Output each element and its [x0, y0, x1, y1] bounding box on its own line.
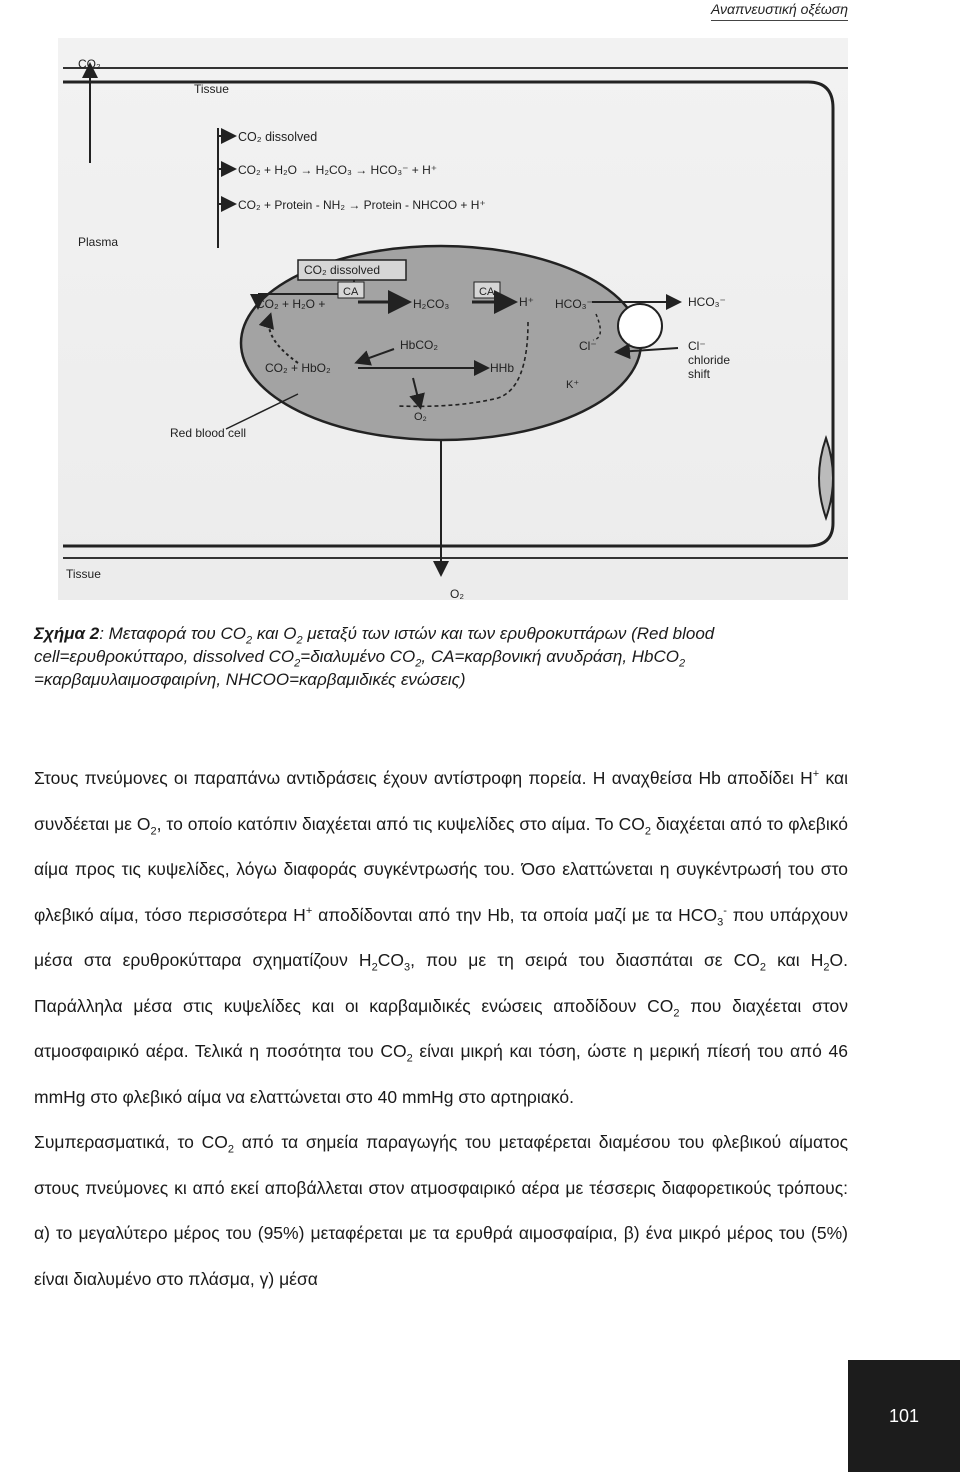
chloride-label: chloride — [688, 353, 731, 367]
anion-exchanger — [618, 304, 662, 348]
co2-transport-figure — [58, 38, 848, 600]
page-number-box — [848, 1360, 960, 1472]
rbc-h-plus: H⁺ — [519, 295, 534, 309]
rbc-cl: Cl⁻ — [579, 339, 597, 353]
shift-label: shift — [688, 367, 711, 381]
figure-caption: Σχήμα 2: Μεταφορά του $CO_2$ και $O_2$ μεταξύ των ιστών και των ερυθροκυττάρων (Red blood cell=ερυθροκύτταρο, dissolved $CO_2=\delta\iota\alpha\lambda\upsilon\mu έ\nu o$ $CO_2$, CA=καρβονική ανυδράση, HbCO$_2$ =καρβαμυλαιμοσφαιρίνη, NHCOO=καρβαμιδικές ενώσεις) — [34, 624, 715, 689]
page-number: 101 — [888, 1405, 920, 1426]
plasma-reaction-2: CO₂ + Protein - NH₂ → Protein - NHCOO + H⁺ — [238, 198, 486, 212]
red-blood-cell-label: Red blood cell — [170, 426, 247, 440]
rbc-co2-dissolved: CO₂ dissolved — [304, 263, 381, 277]
o2-bottom-label: O₂ — [450, 587, 464, 600]
rbc-hhb: HHb — [490, 361, 515, 375]
co2-top-label: CO₂ — [78, 57, 101, 71]
plasma-reaction-1: CO₂ + H₂O → H₂CO₃ → HCO₃⁻ + H⁺ — [238, 163, 438, 177]
rbc-o2: O₂ — [414, 411, 427, 423]
tissue-bottom-label: Tissue — [66, 567, 101, 581]
running-header: Αναπνευστική οξέωση — [711, 0, 848, 21]
plasma-co2-dissolved: CO₂ dissolved — [238, 130, 318, 144]
paragraph-1: Στους πνεύμονες οι παραπάνω αντιδράσεις έχουν αντίστροφη πορεία. Η αναχθείσα Hb αποδίδει H+ και συνδέεται με $O_2$, το οποίο κατόπιν διαχέεται από τις κυψελίδες στο αίμα. Το $CO_2$ διαχέεται από το φλεβικό αίμα προς τις κυψελίδες, λόγω διαφοράς συγκέντρωσής του. Όσο ελαττώνεται η συγκέντρωσή του στο φλεβικό αίμα, τόσο περισσότερα H+ αποδίδονται από την Hb, τα οποία μαζί με τα $HCO_3^-$ που υπάρχουν μέσα στα ερυθροκύτταρα σχηματίζουν $H_2CO_3$, που με τη σειρά του διασπάται σε $CO_2$ και $H_2O$. Παράλληλα μέσα στις κυψελίδες και οι καρβαμιδικές ενώσεις αποδίδουν $CO_2$ που διαχέεται στον ατμοσφαιρικό αέρα. Τελικά η ποσότητα του $CO_2$ είναι μικρή και τόση, ώστε η μερική πίεσή του από 46 mmHg στο φλεβικό αίμα να ελαττώνεται στο 40 mmHg στο αρτηριακό. — [34, 768, 849, 1107]
tissue-top-label: Tissue — [194, 82, 229, 96]
cl-label: Cl⁻ — [688, 339, 706, 353]
rbc-h2co3: H₂CO₃ — [413, 297, 450, 311]
rbc-hbco2: HbCO₂ — [400, 338, 438, 352]
plasma-label: Plasma — [78, 235, 119, 249]
figure-diagram — [58, 38, 848, 600]
rbc-co2-h2o: CO₂ + H₂O + — [256, 297, 326, 311]
paragraph-2: Συμπερασματικά, το $CO_2$ από τα σημεία παραγωγής του μεταφέρεται διαμέσου του φλεβικού αίματος στους πνεύμονες κι από εκεί αποβάλλεται στον ατμοσφαιρικό αέρα με τέσσερις διαφορετικούς τρόπους: α) το μεγαλύτερο μέρος του (95%) μεταφέρεται με τα ερυθρά αιμοσφαίρια, β) ένα μικρό μέρος του (5%) είναι διαλυμένο στο πλάσμα, γ) μέσα — [34, 1132, 849, 1289]
rbc-ca-1: CA — [343, 286, 359, 298]
rbc-hco3: HCO₃⁻ — [555, 297, 593, 311]
plasma-hco3: HCO₃⁻ — [688, 295, 726, 309]
rbc-co2-hbo2: CO₂ + HbO₂ — [265, 361, 331, 375]
rbc-ca-2: CA — [479, 286, 495, 298]
body-text — [34, 756, 848, 1302]
rbc-k-plus: K⁺ — [566, 379, 580, 391]
caption-label: Σχήμα 2 — [34, 624, 100, 643]
